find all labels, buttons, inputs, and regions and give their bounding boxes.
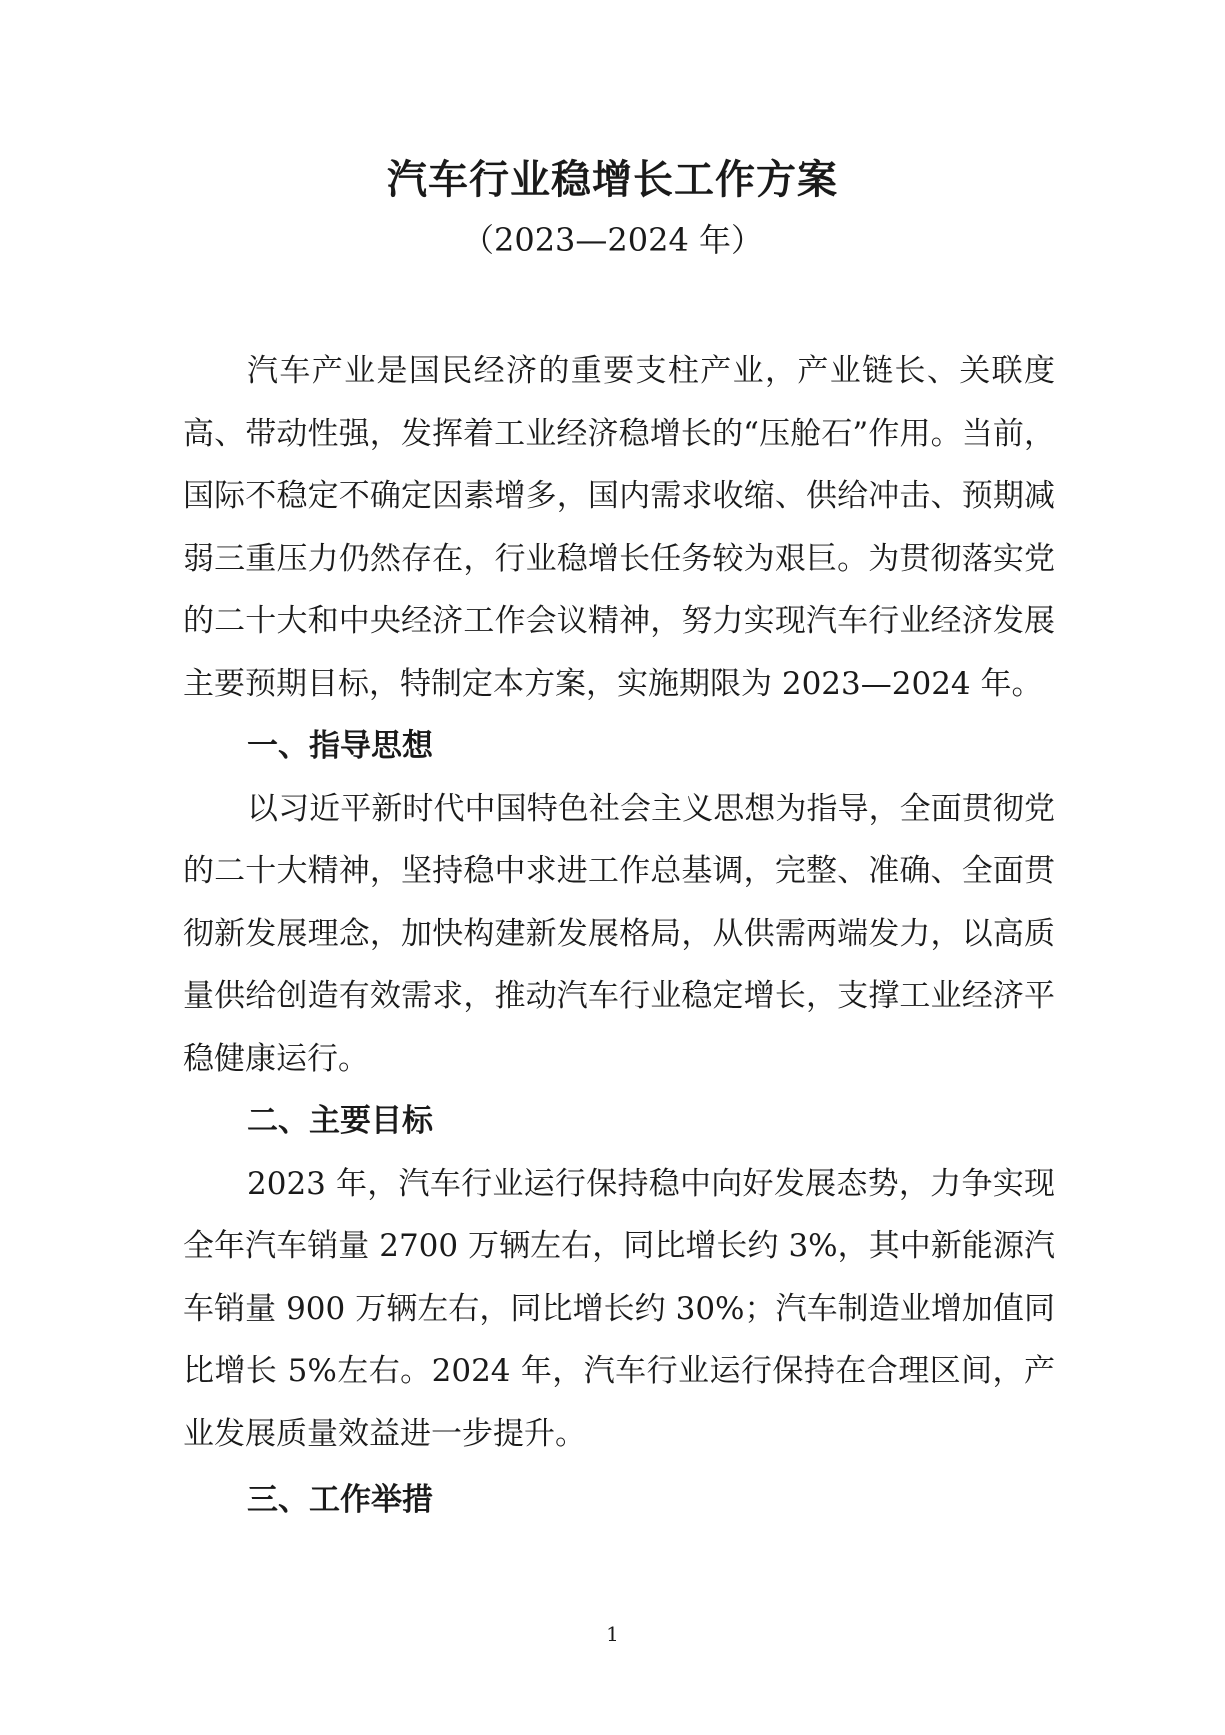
section-heading-work-measures: 三、工作举措 [247,1482,433,1518]
document-body [183,340,1055,1532]
section-heading-guiding-thought: 一、指导思想 [247,728,433,764]
page-number: 1 [606,1622,619,1646]
guiding-thought-paragraph: 以习近平新时代中国特色社会主义思想为指导，全面贯彻党的二十大精神，坚持稳中求进工作总基调，完整、准确、全面贯彻新发展理念，加快构建新发展格局，从供需两端发力，以高质量供给创造有效需求，推动汽车行业稳定增长，支撑工业经济平稳健康运行。 [183,790,1055,1077]
section-heading-main-goals: 二、主要目标 [247,1103,433,1139]
intro-paragraph: 汽车产业是国民经济的重要支柱产业，产业链长、关联度高、带动性强，发挥着工业经济稳增长的“压舱石”作用。当前，国际不稳定不确定因素增多，国内需求收缩、供给冲击、预期减弱三重压力仍然存在，行业稳增长任务较为艰巨。为贯彻落实党的二十大和中央经济工作会议精神，努力实现汽车行业经济发展主要预期目标，特制定本方案，实施期限为 2023—2024 年。 [183,353,1055,702]
main-goals-paragraph: 2023 年，汽车行业运行保持稳中向好发展态势，力争实现全年汽车销量 2700 万辆左右，同比增长约 3%，其中新能源汽车销量 900 万辆左右，同比增长约 30%；汽车制造业增加值同比增长 5%左右。2024 年，汽车行业运行保持在合理区间，产业发展质量效益进一步提升。 [183,1165,1055,1452]
document-subtitle: （2023—2024 年） [461,221,764,259]
document-title: 汽车行业稳增长工作方案 [387,157,838,203]
